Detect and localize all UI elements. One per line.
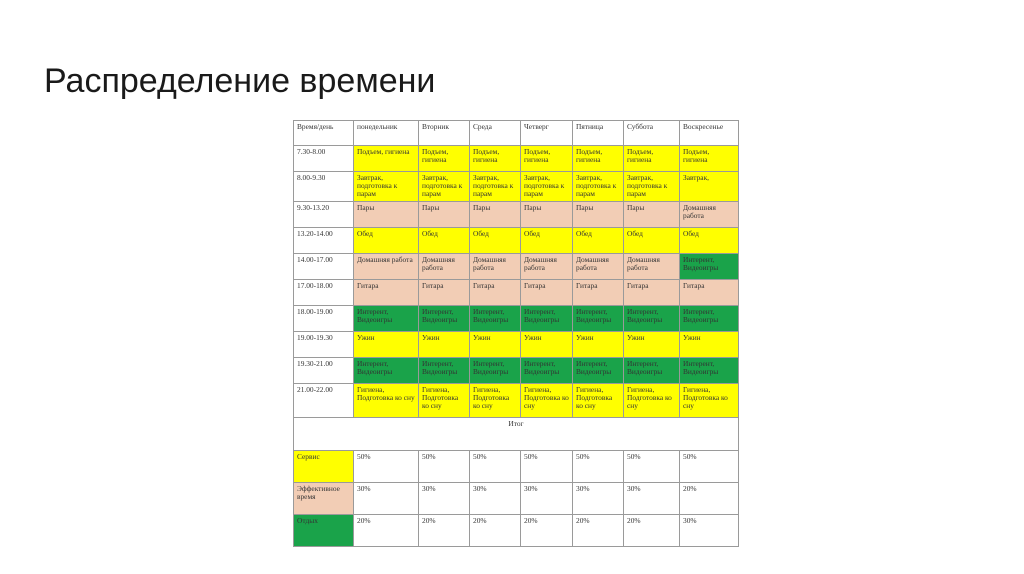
schedule-row <box>294 202 739 228</box>
summary-value-cell: 30% <box>354 483 419 515</box>
header-cell: понедельник <box>354 121 419 146</box>
summary-value-cell: 50% <box>624 451 680 483</box>
activity-cell: Ужин <box>470 332 521 358</box>
schedule-row <box>294 254 739 280</box>
activity-cell: Гитара <box>573 280 624 306</box>
summary-value-cell: 30% <box>521 483 573 515</box>
activity-cell: Домашняя работа <box>521 254 573 280</box>
activity-cell: Завтрак, подготовка к парам <box>521 172 573 202</box>
schedule-row <box>294 280 739 306</box>
activity-cell: Гитара <box>419 280 470 306</box>
time-slot-cell: 13.20-14.00 <box>294 228 354 254</box>
summary-row-label: Сервис <box>294 451 354 483</box>
activity-cell: Обед <box>354 228 419 254</box>
activity-cell: Интерент, Видеоигры <box>573 358 624 384</box>
activity-cell: Гитара <box>680 280 739 306</box>
schedule-row <box>294 384 739 418</box>
activity-cell: Гигиена, Подготовка ко сну <box>354 384 419 418</box>
summary-value-cell: 30% <box>419 483 470 515</box>
activity-cell: Подъем, гигиена <box>521 146 573 172</box>
activity-cell: Обед <box>521 228 573 254</box>
activity-cell: Интерент, Видеоигры <box>470 306 521 332</box>
time-slot-cell: 18.00-19.00 <box>294 306 354 332</box>
activity-cell: Ужин <box>521 332 573 358</box>
activity-cell: Интерент, Видеоигры <box>419 306 470 332</box>
activity-cell: Домашняя работа <box>470 254 521 280</box>
activity-cell: Ужин <box>573 332 624 358</box>
summary-value-cell: 30% <box>470 483 521 515</box>
schedule-row <box>294 306 739 332</box>
activity-cell: Пары <box>419 202 470 228</box>
activity-cell: Пары <box>573 202 624 228</box>
activity-cell: Обед <box>624 228 680 254</box>
summary-row <box>294 451 739 483</box>
summary-value-cell: 50% <box>419 451 470 483</box>
header-cell: Пятница <box>573 121 624 146</box>
activity-cell: Пары <box>521 202 573 228</box>
summary-row <box>294 483 739 515</box>
activity-cell: Ужин <box>354 332 419 358</box>
time-slot-cell: 21.00-22.00 <box>294 384 354 418</box>
time-slot-cell: 19.00-19.30 <box>294 332 354 358</box>
schedule-row <box>294 172 739 202</box>
activity-cell: Гитара <box>354 280 419 306</box>
activity-cell: Завтрак, подготовка к парам <box>573 172 624 202</box>
activity-cell: Домашняя работа <box>354 254 419 280</box>
summary-row-label: Отдых <box>294 515 354 547</box>
summary-value-cell: 20% <box>470 515 521 547</box>
header-cell: Время/день <box>294 121 354 146</box>
activity-cell: Интерент, Видеоигры <box>680 358 739 384</box>
activity-cell: Гигиена, Подготовка ко сну <box>470 384 521 418</box>
activity-cell: Ужин <box>624 332 680 358</box>
activity-cell: Гитара <box>521 280 573 306</box>
summary-value-cell: 20% <box>419 515 470 547</box>
schedule-body <box>294 146 739 547</box>
summary-row-label: Эффективное время <box>294 483 354 515</box>
activity-cell: Завтрак, подготовка к парам <box>419 172 470 202</box>
summary-value-cell: 20% <box>354 515 419 547</box>
schedule-table <box>293 120 739 547</box>
activity-cell: Завтрак, <box>680 172 739 202</box>
activity-cell: Гитара <box>624 280 680 306</box>
schedule-row <box>294 358 739 384</box>
activity-cell: Интерент, Видеоигры <box>521 306 573 332</box>
summary-header-row <box>294 418 739 451</box>
summary-value-cell: 50% <box>521 451 573 483</box>
summary-label: Итог <box>294 418 739 451</box>
activity-cell: Подъем, гигиена <box>624 146 680 172</box>
activity-cell: Обед <box>680 228 739 254</box>
activity-cell: Интерент, Видеоигры <box>470 358 521 384</box>
schedule-row <box>294 146 739 172</box>
time-slot-cell: 14.00-17.00 <box>294 254 354 280</box>
summary-value-cell: 50% <box>573 451 624 483</box>
summary-value-cell: 50% <box>354 451 419 483</box>
activity-cell: Домашняя работа <box>419 254 470 280</box>
activity-cell: Подъем, гигиена <box>419 146 470 172</box>
schedule-row <box>294 228 739 254</box>
schedule-row <box>294 332 739 358</box>
activity-cell: Интерент, Видеоигры <box>573 306 624 332</box>
summary-value-cell: 50% <box>470 451 521 483</box>
summary-value-cell: 20% <box>521 515 573 547</box>
time-slot-cell: 17.00-18.00 <box>294 280 354 306</box>
header-cell: Среда <box>470 121 521 146</box>
activity-cell: Интерент, Видеоигры <box>354 358 419 384</box>
activity-cell: Интерент, Видеоигры <box>624 306 680 332</box>
summary-row <box>294 515 739 547</box>
activity-cell: Интерент, Видеоигры <box>680 254 739 280</box>
summary-value-cell: 20% <box>573 515 624 547</box>
activity-cell: Завтрак, подготовка к парам <box>624 172 680 202</box>
activity-cell: Интерент, Видеоигры <box>624 358 680 384</box>
activity-cell: Пары <box>470 202 521 228</box>
activity-cell: Пары <box>624 202 680 228</box>
header-cell: Вторник <box>419 121 470 146</box>
header-cell: Воскресенье <box>680 121 739 146</box>
activity-cell: Гигиена, Подготовка ко сну <box>521 384 573 418</box>
activity-cell: Подъем, гигиена <box>354 146 419 172</box>
activity-cell: Гитара <box>470 280 521 306</box>
header-cell: Суббота <box>624 121 680 146</box>
activity-cell: Обед <box>419 228 470 254</box>
activity-cell: Завтрак, подготовка к парам <box>354 172 419 202</box>
time-slot-cell: 9.30-13.20 <box>294 202 354 228</box>
activity-cell: Интерент, Видеоигры <box>521 358 573 384</box>
activity-cell: Гигиена, Подготовка ко сну <box>573 384 624 418</box>
summary-value-cell: 30% <box>624 483 680 515</box>
time-slot-cell: 8.00-9.30 <box>294 172 354 202</box>
activity-cell: Интерент, Видеоигры <box>354 306 419 332</box>
activity-cell: Гигиена, Подготовка ко сну <box>680 384 739 418</box>
activity-cell: Домашняя работа <box>624 254 680 280</box>
header-cell: Четверг <box>521 121 573 146</box>
summary-value-cell: 50% <box>680 451 739 483</box>
activity-cell: Домашняя работа <box>680 202 739 228</box>
summary-value-cell: 20% <box>680 483 739 515</box>
activity-cell: Обед <box>573 228 624 254</box>
activity-cell: Подъем, гигиена <box>680 146 739 172</box>
activity-cell: Гигиена, Подготовка ко сну <box>624 384 680 418</box>
summary-value-cell: 20% <box>624 515 680 547</box>
summary-value-cell: 30% <box>573 483 624 515</box>
activity-cell: Подъем, гигиена <box>470 146 521 172</box>
activity-cell: Домашняя работа <box>573 254 624 280</box>
time-slot-cell: 7.30-8.00 <box>294 146 354 172</box>
activity-cell: Гигиена, Подготовка ко сну <box>419 384 470 418</box>
header-row <box>294 121 739 146</box>
time-slot-cell: 19.30-21.00 <box>294 358 354 384</box>
slide-title: Распределение времени <box>44 62 436 100</box>
summary-value-cell: 30% <box>680 515 739 547</box>
activity-cell: Ужин <box>680 332 739 358</box>
activity-cell: Пары <box>354 202 419 228</box>
activity-cell: Завтрак, подготовка к парам <box>470 172 521 202</box>
activity-cell: Обед <box>470 228 521 254</box>
activity-cell: Интерент, Видеоигры <box>680 306 739 332</box>
activity-cell: Интерент, Видеоигры <box>419 358 470 384</box>
activity-cell: Подъем, гигиена <box>573 146 624 172</box>
activity-cell: Ужин <box>419 332 470 358</box>
